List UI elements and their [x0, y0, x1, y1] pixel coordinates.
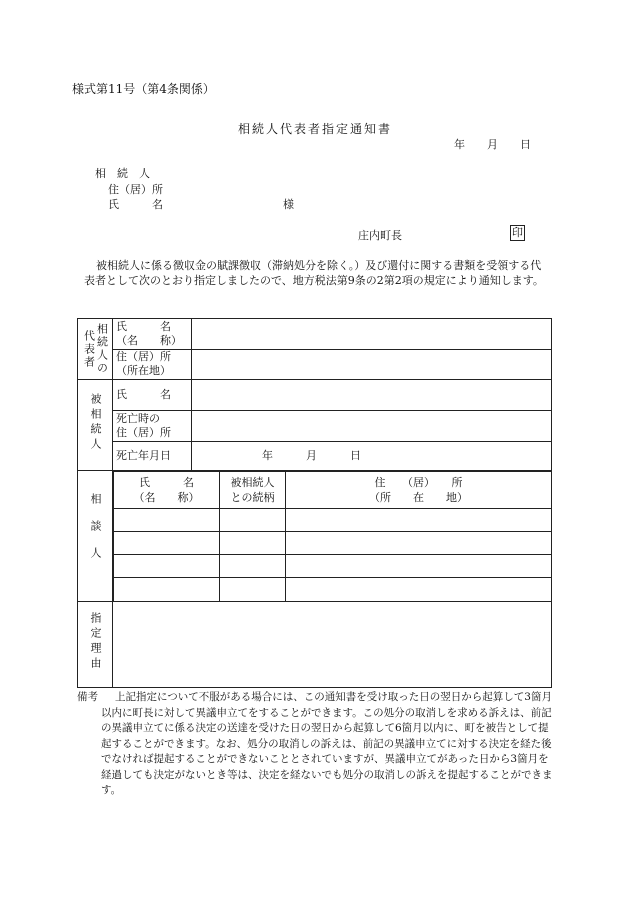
heir-relation-cell[interactable]: [220, 508, 286, 531]
heir-name-cell[interactable]: [114, 531, 220, 554]
heir-name-cell[interactable]: [114, 578, 220, 601]
document-title: 相続人代表者指定通知書: [237, 122, 392, 136]
dec-name-value[interactable]: [192, 380, 552, 411]
rep-addr-label-2: （所在地）: [116, 364, 171, 378]
heirs-col3-label-2: （所 在 地）: [369, 490, 468, 504]
heir-address-cell[interactable]: [286, 508, 552, 531]
dec-addr-label-2: 住（居）所: [116, 426, 171, 440]
rep-name-value[interactable]: [192, 319, 552, 350]
heirs-col2-label-1: 被相続人: [230, 475, 275, 489]
date-line: 年 月 日: [454, 138, 531, 151]
recipient-honorific: 様: [283, 198, 294, 211]
rep-header-a: 相続人の: [95, 323, 109, 376]
form-number: 様式第11号（第4条関係）: [72, 82, 215, 96]
main-table: [77, 318, 552, 688]
dec-date-value[interactable]: 年 月 日: [192, 442, 552, 470]
rep-addr-label-1: 住（居）所: [116, 350, 171, 364]
dec-date-label: 死亡年月日: [113, 442, 192, 470]
notes-label: 備考: [77, 691, 98, 703]
heir-relation-cell[interactable]: [220, 554, 286, 577]
rep-addr-value[interactable]: [192, 349, 552, 380]
recipient-name-label: 氏 名: [108, 198, 163, 211]
heir-relation-cell[interactable]: [220, 531, 286, 554]
rep-name-label-1: 氏 名: [116, 319, 171, 333]
heir-relation-cell[interactable]: [220, 578, 286, 601]
heir-address-cell[interactable]: [286, 578, 552, 601]
heirs-table: [113, 471, 551, 601]
heirs-col1-label-1: 氏 名: [139, 475, 194, 489]
reason-value[interactable]: [113, 601, 552, 687]
heir-name-cell[interactable]: [114, 554, 220, 577]
rep-name-label-2: （名 称）: [116, 333, 182, 347]
issuer-name: 庄内町長: [358, 229, 402, 242]
notes: [77, 690, 557, 799]
heirs-col3-label-1: 住 （居） 所: [374, 475, 463, 489]
heir-address-cell[interactable]: [286, 531, 552, 554]
recipient-heading: 相 続 人: [95, 167, 150, 180]
reason-header: 指定理由: [89, 612, 102, 673]
deceased-header: 被相続人: [89, 392, 102, 453]
heir-address-cell[interactable]: [286, 554, 552, 577]
heirs-col2-label-2: との続柄: [230, 490, 275, 504]
heir-name-cell[interactable]: [114, 508, 220, 531]
dec-addr-value[interactable]: [192, 411, 552, 442]
heirs-header: 相談人: [89, 493, 102, 575]
rep-header-b: 代表者: [82, 329, 96, 369]
seal-mark: 印: [512, 226, 523, 239]
intro-text: 被相続人に係る徴収金の賦課徴収（滞納処分を除く。）及び還付に関する書類を受領する代表者として次のとおり指定しましたので、地方税法第9条の2第2項の規定により通知します。: [84, 259, 544, 287]
heirs-col1-label-2: （名 称）: [133, 490, 200, 504]
dec-addr-label-1: 死亡時の: [116, 412, 160, 426]
dec-name-label: 氏 名: [113, 380, 192, 411]
recipient-address-label: 住（居）所: [108, 183, 163, 196]
notes-text: 上記指定について不服がある場合には、この通知書を受け取った日の翌日から起算して3箇月以内に町長に対して異議申立てをすることができます。この処分の取消しを求める訴えは、前記の異議申立てに係る決定の送達を受けた日の翌日から起算して6箇月以内に、町を被告として提起することができます。なお、処分の取消しの訴えは、前記の異議申立てに対する決定を経た後でなければ提起することができないこととされていますが、異議申立てがあった日から3箇月を経過しても決定がないとき等は、決定を経ないでも処分の取消しの訴えを提起することができます。: [101, 691, 553, 796]
